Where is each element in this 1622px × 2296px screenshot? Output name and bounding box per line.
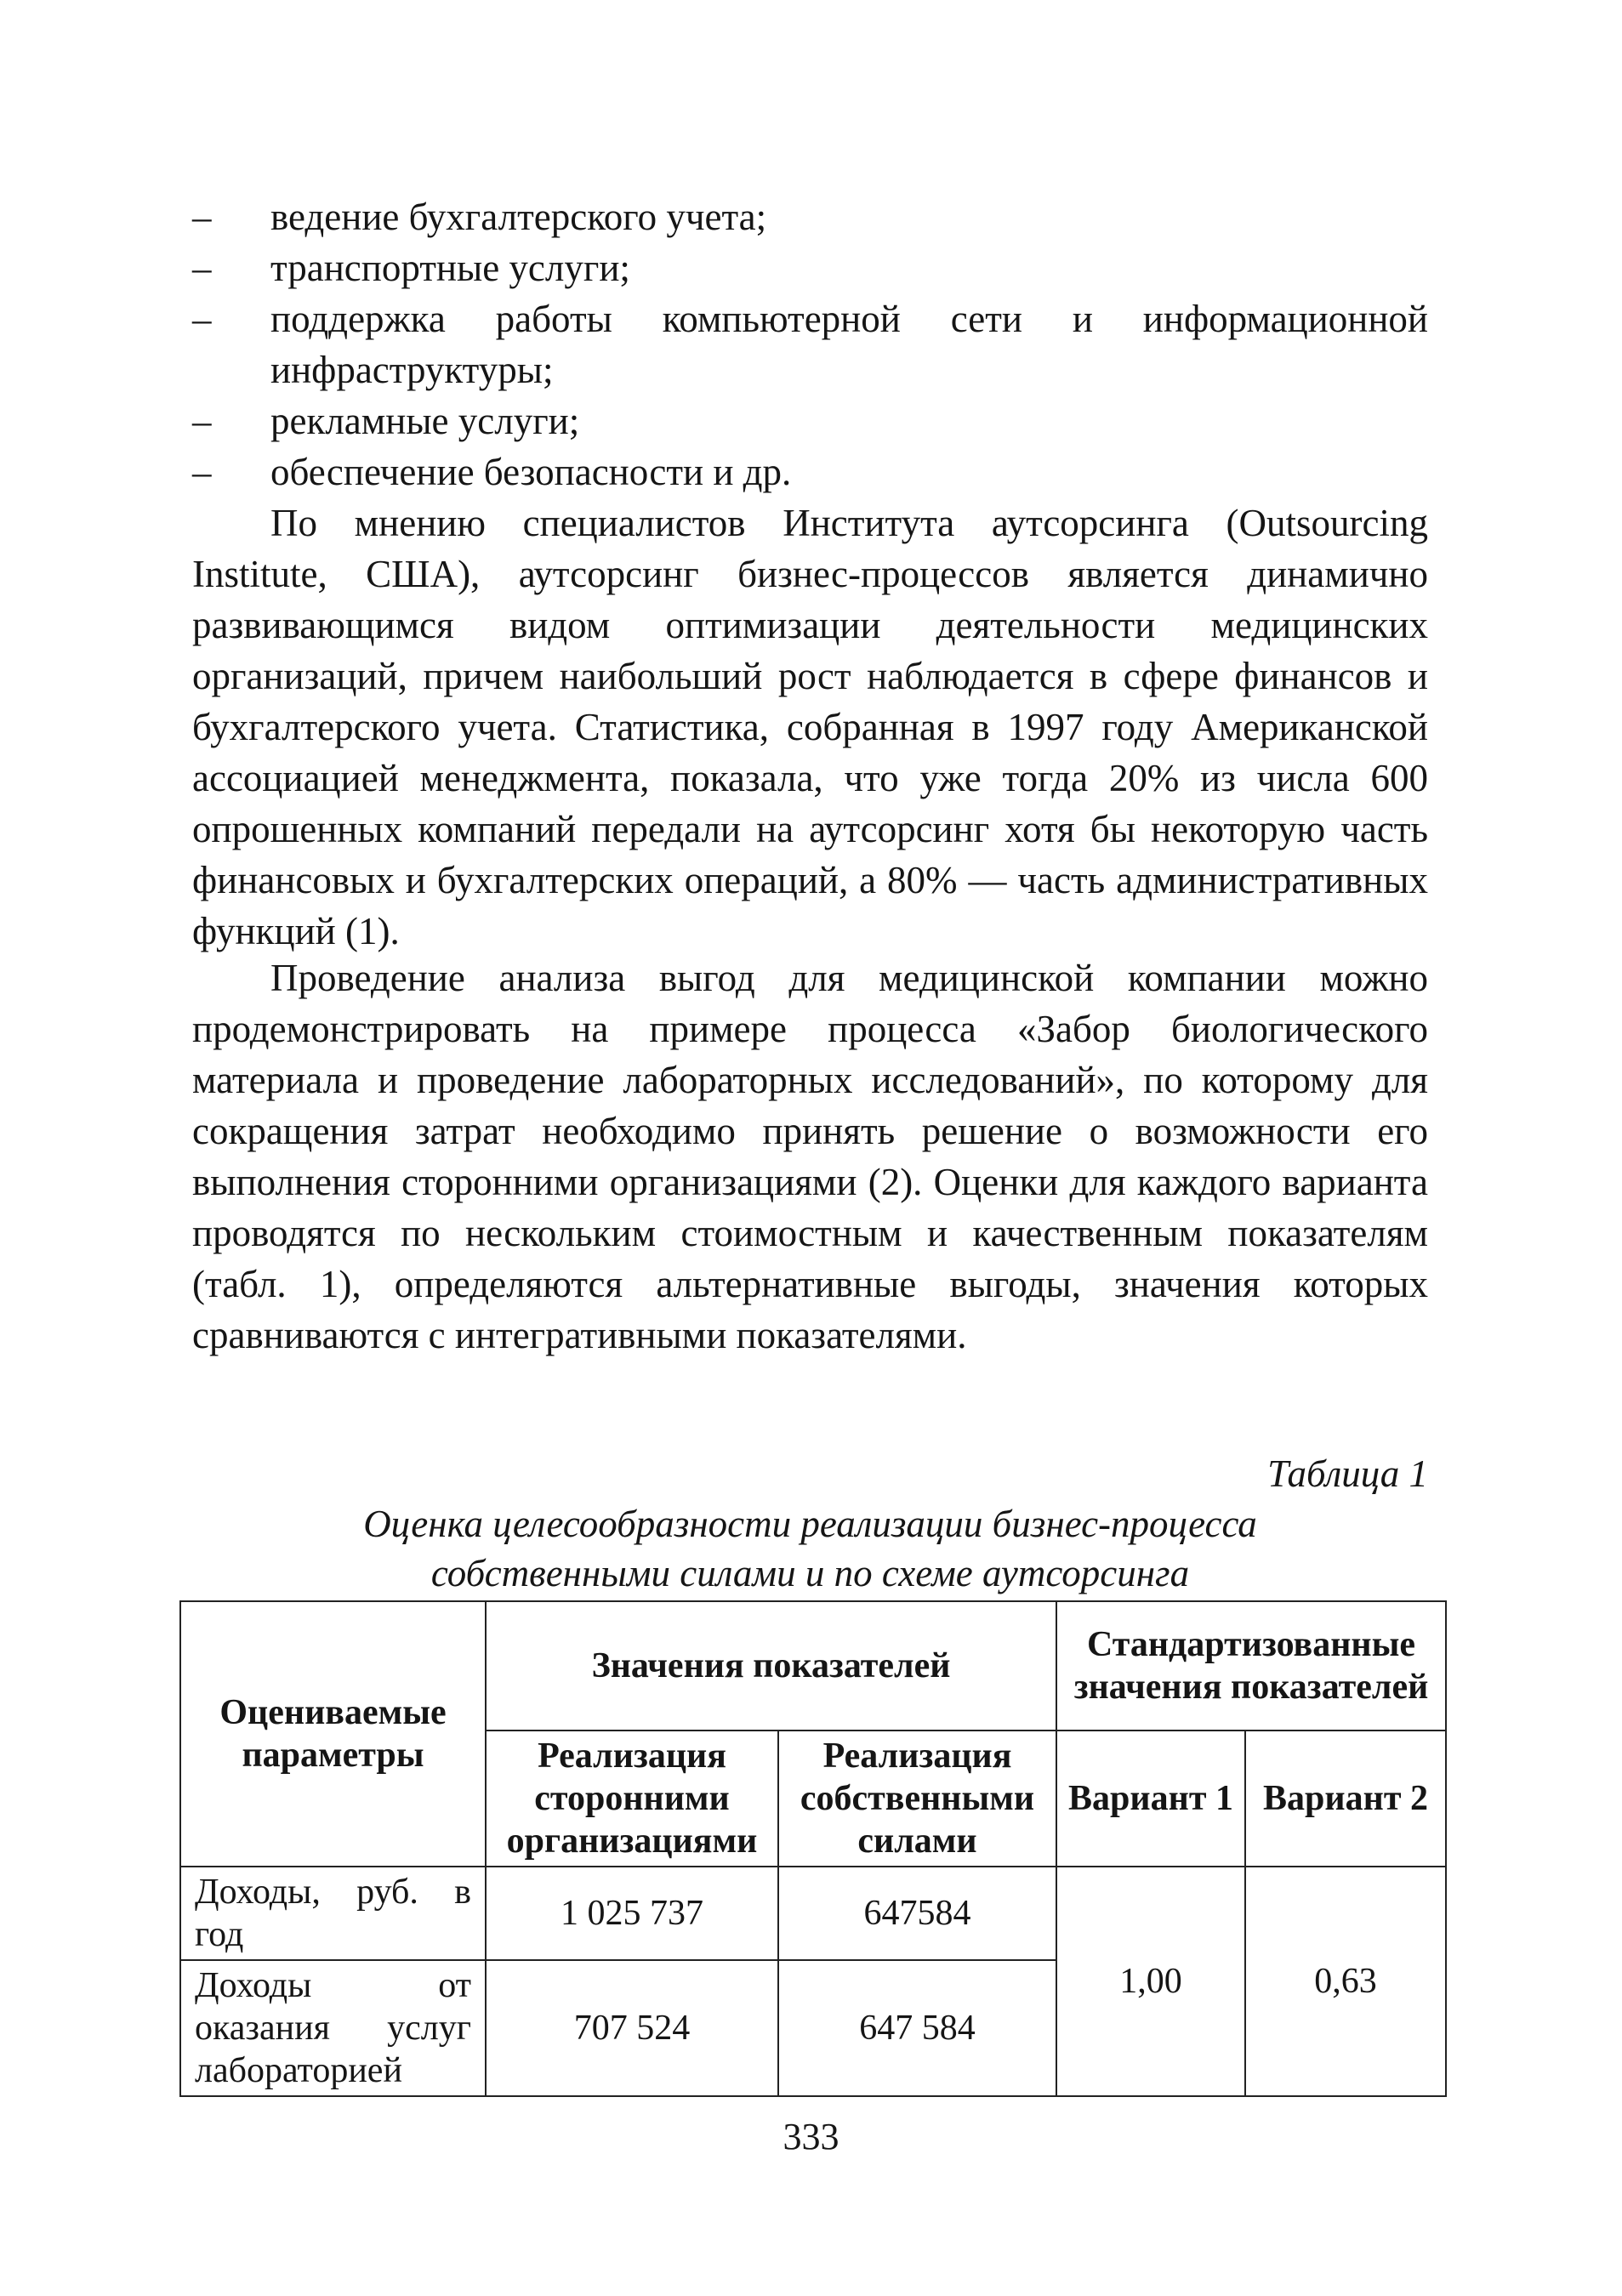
header-variant-1: Вариант 1: [1056, 1731, 1245, 1867]
header-own: Реализация собственными силами: [778, 1731, 1056, 1867]
list-item-text: рекламные услуги;: [270, 400, 580, 442]
data-table: [179, 1600, 1447, 2097]
list-item-text: обеспечение безопасности и др.: [270, 451, 792, 493]
cell-own: 647584: [778, 1867, 1056, 1960]
list-item: – ведение бухгалтерского учета;: [192, 196, 767, 238]
body-paragraph: По мнению специалистов Института аутсорсинга (Outsourcing Institute, США), аутсорсинг бизнес-процессов является динамично развивающимся видом оптимизации деятельности медицинских организаций, причем наибольший рост наблюдается в сфере финансов и бухгалтерского учета. Статистика, собранная в 1997 году Американской ассоциацией менеджмента, показала, что уже тогда 20% из числа 600 опрошенных компаний передали на аутсорсинг хотя бы некоторую часть финансовых и бухгалтерских операций, а 80% — часть административных функций (1).: [192, 502, 1428, 952]
header-values-group: Значения показателей: [486, 1601, 1056, 1731]
list-item-text: поддержка работы компьютерной сети и информационной инфраструктуры;: [270, 298, 1428, 391]
cell-own: 647 584: [778, 1960, 1056, 2096]
table-row: [180, 1867, 1446, 1960]
header-variant-2: Вариант 2: [1245, 1731, 1446, 1867]
list-item-text: транспортные услуги;: [270, 247, 630, 289]
cell-outsource: 1 025 737: [486, 1867, 778, 1960]
table-title: [192, 1499, 1428, 1598]
cell-variant-2: 0,63: [1245, 1867, 1446, 2096]
body-paragraph: Проведение анализа выгод для медицинской компании можно продемонстрировать на примере процесса «Забор биологического материала и проведение лабораторных исследований», по которому для сокращения затрат необходимо принять решение о возможности его выполнения сторонними организациями (2). Оценки для каждого варианта проводятся по нескольким стоимостным и качественным показателям (табл. 1), определяются альтернативные выгоды, значения которых сравниваются с интегративными показателями.: [192, 957, 1428, 1356]
list-item: – рекламные услуги;: [192, 400, 580, 442]
header-outsource: Реализация сторонними организациями: [486, 1731, 778, 1867]
bullet-list: [192, 191, 1428, 497]
cell-outsource: 707 524: [486, 1960, 778, 2096]
cell-param: Доходы, руб. в год: [180, 1867, 486, 1960]
table-number: Таблица 1: [1267, 1452, 1428, 1495]
table-header-row: [180, 1601, 1446, 1731]
header-params: Оцениваемые параметры: [180, 1601, 486, 1867]
list-item: – транспортные услуги;: [192, 247, 630, 289]
cell-variant-1: 1,00: [1056, 1867, 1245, 2096]
table-title-line: собственными силами и по схеме аутсорсинга: [430, 1552, 1190, 1594]
list-item: – поддержка работы компьютерной сети и информационной инфраструктуры;: [192, 298, 1428, 391]
list-item-text: ведение бухгалтерского учета;: [270, 196, 767, 238]
table-title-line: Оценка целесообразности реализации бизнес-процесса: [363, 1503, 1257, 1545]
list-item: – обеспечение безопасности и др.: [192, 451, 792, 493]
header-std-group: Стандартизованные значения показателей: [1056, 1601, 1446, 1731]
page-number: 333: [783, 2116, 839, 2157]
cell-param: Доходы от оказания услуг лабораторией: [180, 1960, 486, 2096]
